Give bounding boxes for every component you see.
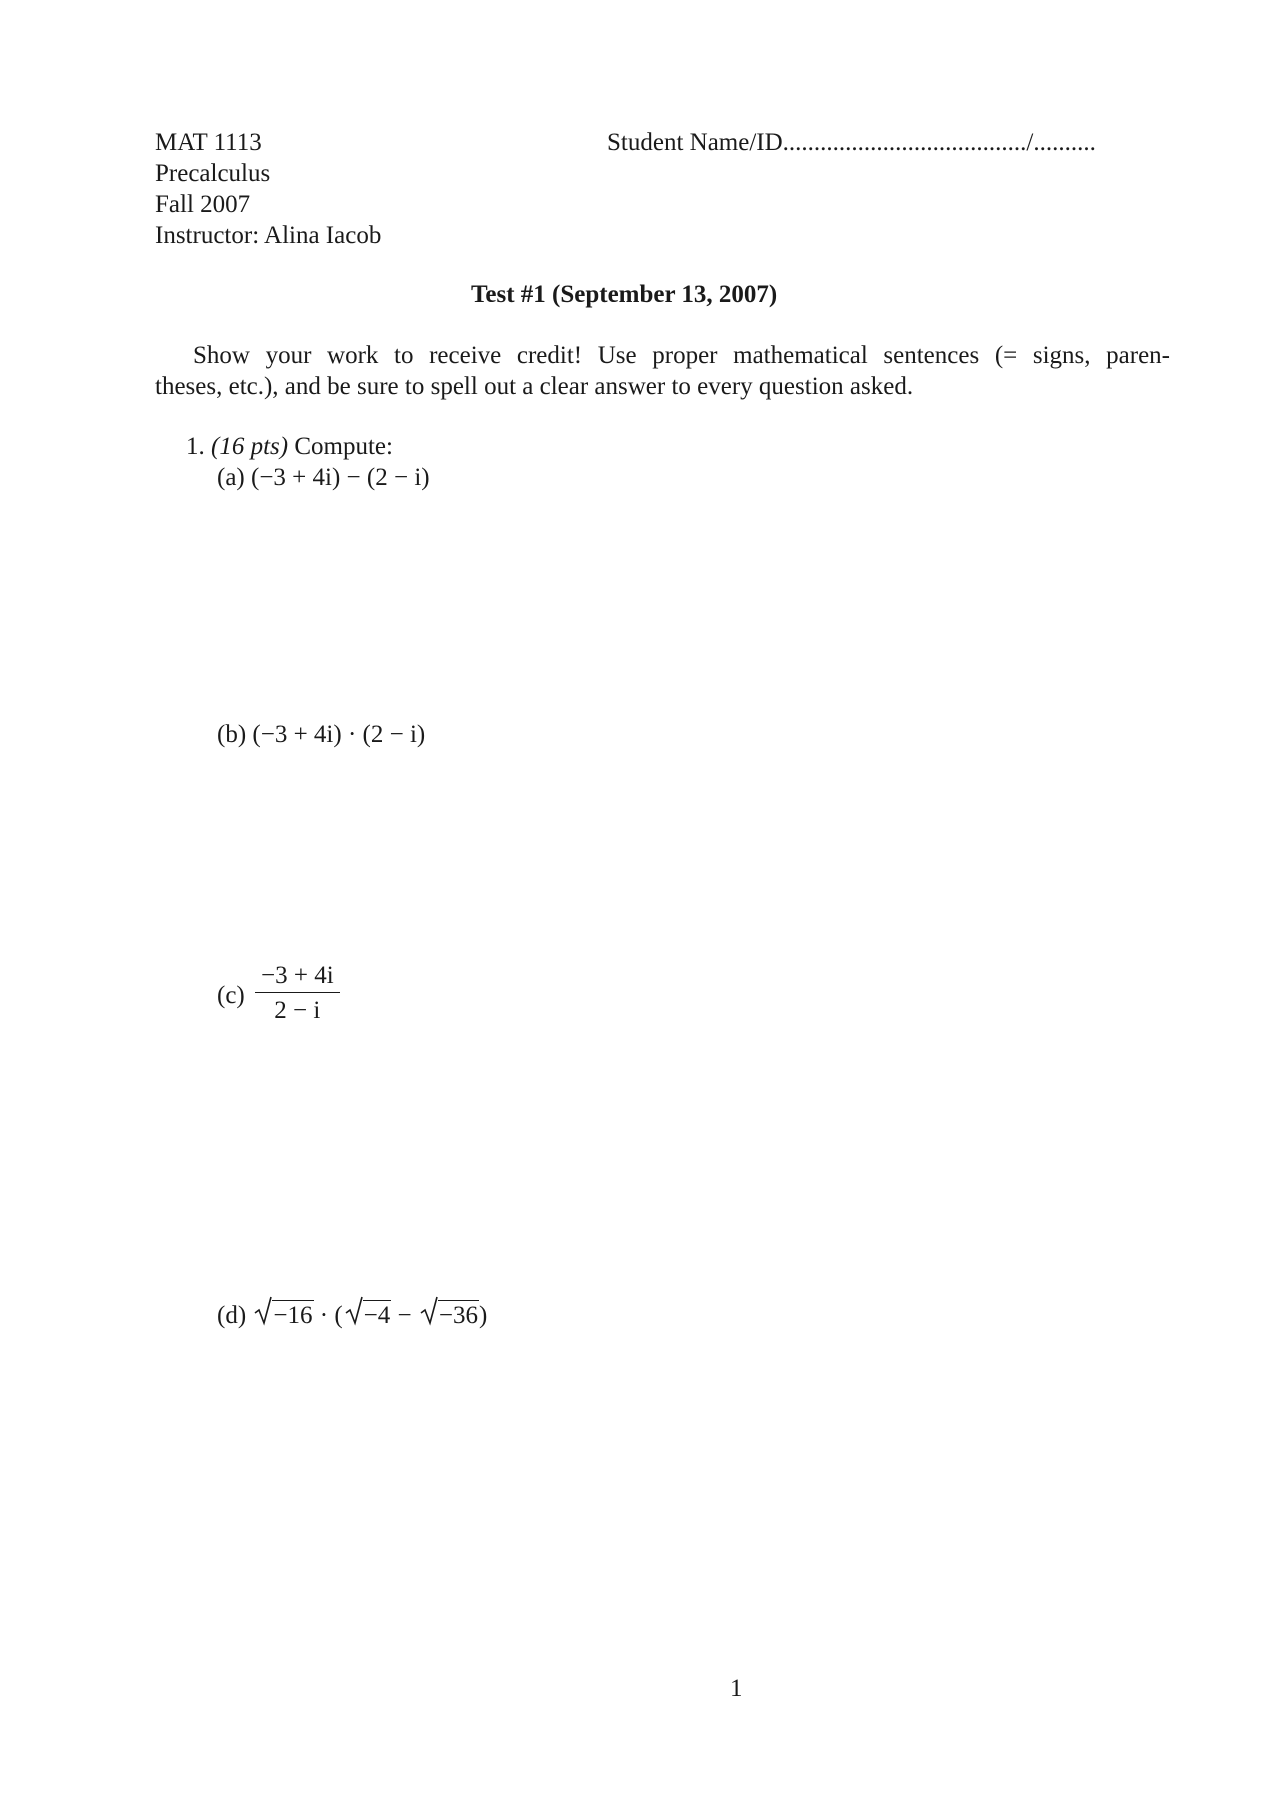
problem-1d <box>217 1300 487 1328</box>
part-d-label: (d) <box>217 1302 247 1329</box>
minus-sign: − <box>397 1302 412 1329</box>
part-a-expression: (−3 + 4i) − (2 − i) <box>251 464 430 491</box>
close-paren: ) <box>479 1302 488 1329</box>
part-c-numerator: −3 + 4i <box>255 963 340 993</box>
part-d-radicand-2: −4 <box>363 1302 391 1329</box>
problem-number: 1. <box>186 433 205 460</box>
part-c-fraction <box>255 963 340 1023</box>
problem-1b <box>217 722 425 747</box>
student-name-id-field[interactable]: Student Name/ID......................................./.......... <box>607 129 1096 156</box>
test-title: Test #1 (September 13, 2007) <box>471 281 778 308</box>
part-c-label: (c) <box>217 982 245 1009</box>
part-b-label: (b) <box>217 721 247 748</box>
course-subject: Precalculus <box>155 160 271 187</box>
part-a-label: (a) <box>217 464 245 491</box>
problem-1a <box>217 465 430 490</box>
sqrt-icon <box>420 1300 479 1328</box>
part-d-radicand-1: −16 <box>273 1302 313 1329</box>
course-term: Fall 2007 <box>155 191 251 218</box>
page-number: 1 <box>730 1675 743 1702</box>
instructor-name: Instructor: Alina Iacob <box>155 222 382 249</box>
problem-points: (16 pts) <box>211 433 289 460</box>
instructions-line-1: Show your work to receive credit! Use proper mathematical sentences (= signs, paren- <box>193 342 1170 369</box>
multiply-dot: · <box>319 1302 329 1329</box>
course-code: MAT 1113 <box>155 129 262 156</box>
problem-1-heading <box>186 434 393 459</box>
part-d-radicand-3: −36 <box>438 1302 478 1329</box>
sqrt-icon <box>345 1300 392 1328</box>
sqrt-icon <box>254 1300 313 1328</box>
part-b-expression: (−3 + 4i) · (2 − i) <box>252 721 426 748</box>
instructions-line-2: theses, etc.), and be sure to spell out a clear answer to every question asked. <box>155 373 914 400</box>
part-c-denominator: 2 − i <box>274 997 321 1024</box>
open-paren: ( <box>334 1302 343 1329</box>
problem-prompt: Compute: <box>294 433 393 460</box>
